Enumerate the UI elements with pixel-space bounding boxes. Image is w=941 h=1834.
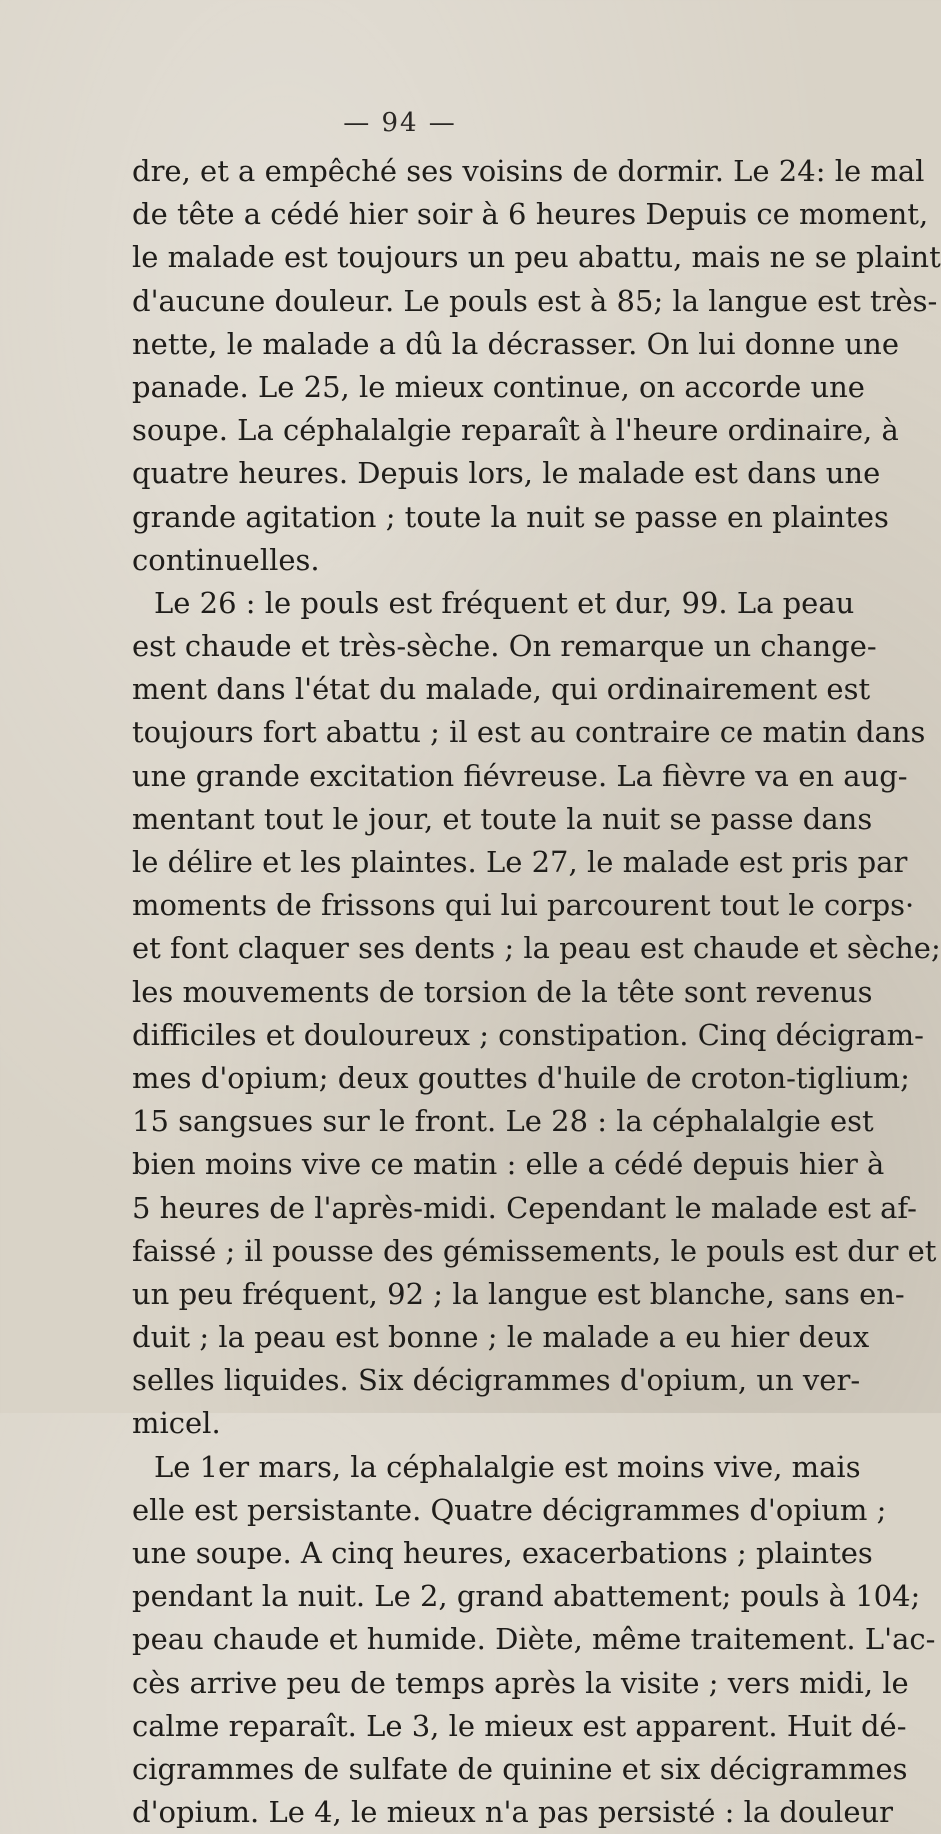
text-line: grande agitation ; toute la nuit se passe en plaintes xyxy=(132,499,889,534)
text-line: une grande excitation fiévreuse. La fièvre va en aug- xyxy=(132,758,908,793)
text-line: de tête a cédé hier soir à 6 heures Depuis ce moment, xyxy=(132,197,929,232)
text-line: peau chaude et humide. Diète, même traitement. L'ac- xyxy=(132,1622,936,1657)
text-line: mentant tout le jour, et toute la nuit se passe dans xyxy=(132,801,873,836)
text-line: est chaude et très-sèche. On remarque un change- xyxy=(132,629,877,664)
text-line: panade. Le 25, le mieux continue, on accorde une xyxy=(132,369,865,404)
text-line: nette, le malade a dû la décrasser. On lui donne une xyxy=(132,326,899,361)
text-line: quatre heures. Depuis lors, le malade est dans une xyxy=(132,456,881,491)
text-line: cigrammes de sulfate de quinine et six décigrammes xyxy=(132,1751,908,1786)
page-number: — 94 — xyxy=(343,108,457,138)
text-line: le malade est toujours un peu abattu, mais ne se plaint xyxy=(132,240,941,275)
text-line: micel. xyxy=(132,1406,221,1441)
text-line: d'opium. Le 4, le mieux n'a pas persisté : la douleur xyxy=(132,1795,894,1830)
text-line: difficiles et douloureux ; constipation. Cinq décigram- xyxy=(132,1017,924,1052)
text-line: soupe. La céphalalgie reparaît à l'heure ordinaire, à xyxy=(132,413,899,448)
text-line: et font claquer ses dents ; la peau est chaude et sèche; xyxy=(132,931,941,966)
text-line: d'aucune douleur. Le pouls est à 85; la langue est très- xyxy=(132,283,938,318)
text-line: calme reparaît. Le 3, le mieux est apparent. Huit dé- xyxy=(132,1708,907,1743)
text-line: pendant la nuit. Le 2, grand abattement; pouls à 104; xyxy=(132,1579,921,1614)
text-line: ment dans l'état du malade, qui ordinairement est xyxy=(132,672,871,707)
text-line: 5 heures de l'après-midi. Cependant le malade est af- xyxy=(132,1190,917,1225)
text-line: moments de frissons qui lui parcourent tout le corps· xyxy=(132,888,915,923)
text-line: Le 26 : le pouls est fréquent et dur, 99. La peau xyxy=(154,585,855,620)
text-line: les mouvements de torsion de la tête sont revenus xyxy=(132,974,873,1009)
text-line: cès arrive peu de temps après la visite ; vers midi, le xyxy=(132,1665,909,1700)
text-line: elle est persistante. Quatre décigrammes d'opium ; xyxy=(132,1492,887,1527)
text-body xyxy=(132,150,941,1834)
text-line: un peu fréquent, 92 ; la langue est blanche, sans en- xyxy=(132,1276,905,1311)
text-line: duit ; la peau est bonne ; le malade a eu hier deux xyxy=(132,1320,870,1355)
text-line: Le 1er mars, la céphalalgie est moins vive, mais xyxy=(154,1449,861,1484)
text-line: dre, et a empêché ses voisins de dormir. Le 24: le mal xyxy=(132,154,925,188)
text-line: toujours fort abattu ; il est au contraire ce matin dans xyxy=(132,715,926,750)
text-line: selles liquides. Six décigrammes d'opium, un ver- xyxy=(132,1363,861,1398)
text-line: faissé ; il pousse des gémissements, le pouls est dur et xyxy=(132,1233,937,1268)
text-line: 15 sangsues sur le front. Le 28 : la céphalalgie est xyxy=(132,1104,874,1139)
text-line: bien moins vive ce matin : elle a cédé depuis hier à xyxy=(132,1147,885,1182)
text-line: le délire et les plaintes. Le 27, le malade est pris par xyxy=(132,845,908,879)
text-line: continuelles. xyxy=(132,542,320,577)
text-line: une soupe. A cinq heures, exacerbations ; plaintes xyxy=(132,1536,873,1570)
text-line: mes d'opium; deux gouttes d'huile de croton-tiglium; xyxy=(132,1060,910,1095)
